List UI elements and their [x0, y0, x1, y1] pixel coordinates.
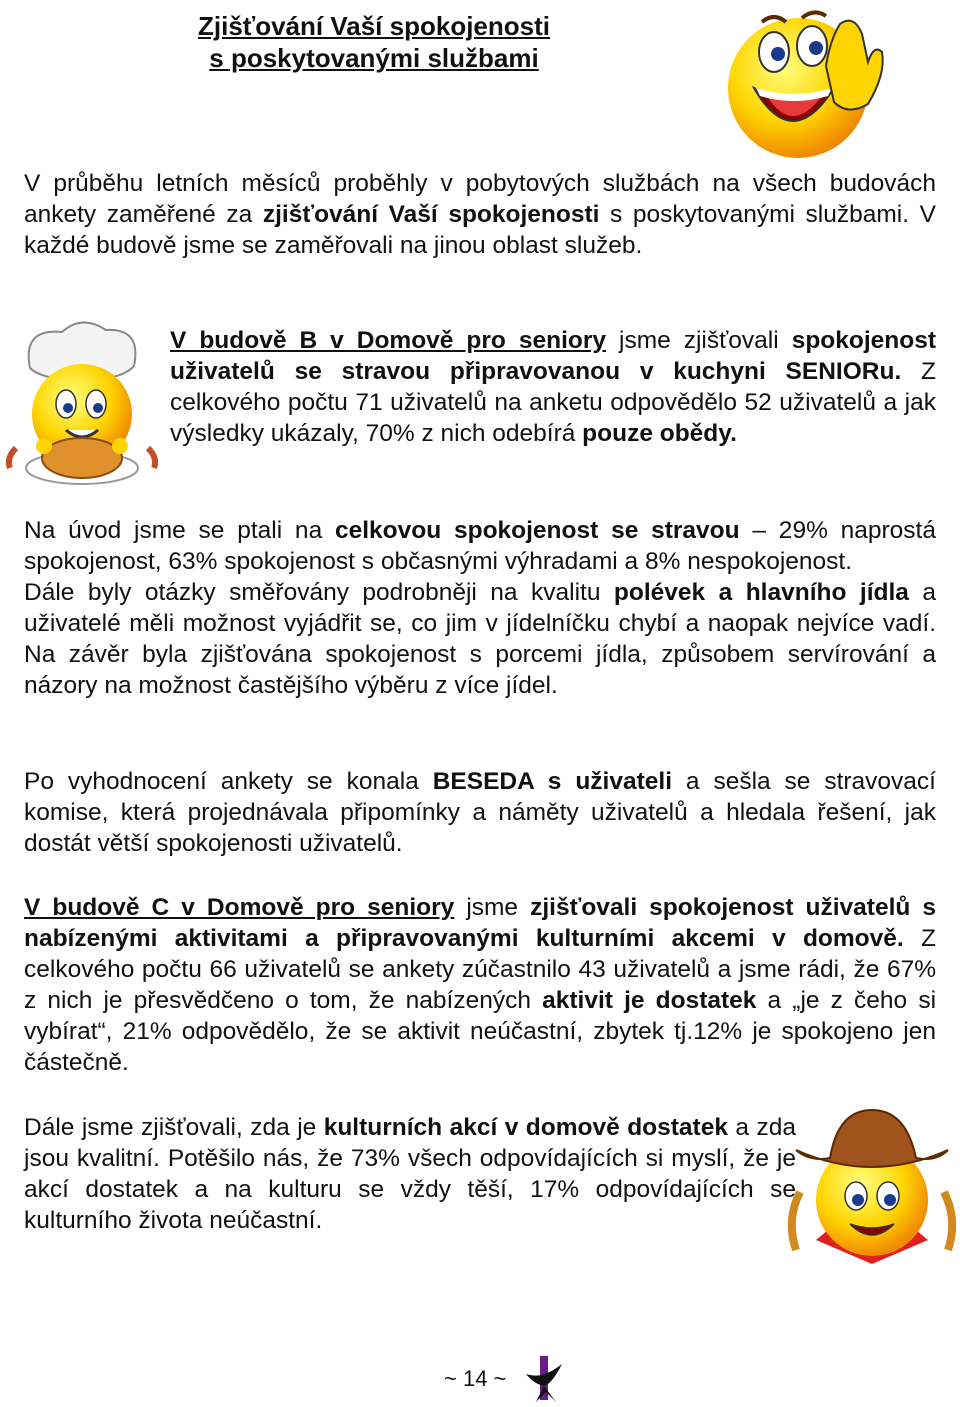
title-line-1: Zjišťování Vaší spokojenosti	[197, 11, 550, 41]
cowgirl-smiley-icon	[786, 1100, 958, 1270]
text-span: Dále byly otázky směřovány podrobněji na kvalitu	[24, 579, 614, 606]
beseda-paragraph	[24, 766, 936, 859]
bold-span: celkovou spokojenost se stravou	[334, 517, 740, 544]
text-span: a uživatelé měli možnost vyjádřit se, co jim v jídelníčku chybí a naopak nejvíce vadí. Na závěr byla zjišťována spokojenost s porcemi jídla, způsobem servírování a názory na možnost častějšího výběru z více jídel.	[24, 579, 936, 699]
building-b-heading: V budově B v Domově pro seniory	[170, 327, 607, 354]
text-span: jsme	[454, 894, 531, 921]
bold-span: BESEDA s uživateli	[432, 768, 673, 795]
page-title	[184, 10, 564, 74]
laughing-smiley-icon	[722, 4, 892, 164]
bold-span: zjišťování Vaší spokojenosti	[262, 201, 600, 228]
chef-smiley-with-turkey-icon	[2, 318, 162, 488]
bold-span: kulturních akcí v domově dostatek	[323, 1114, 728, 1141]
intro-paragraph	[24, 168, 936, 261]
page-number: ~ 14 ~	[444, 1366, 507, 1391]
text-span: – 29% naprostá spokojenost, 63% spokojenost s občasnými výhradami a 8% nespokojenost.	[24, 517, 936, 575]
text-span: Z celkového počtu 66 uživatelů se ankety zúčastnilo 43 uživatelů a jsme rádi, že 67% z nich je přesvědčeno o tom, že nabízených	[24, 925, 936, 1014]
text-span: a sešla se stravovací komise, která projednávala připomínky a náměty uživatelů a hledala řešení, jak dostát větší spokojenosti uživatelů.	[24, 768, 936, 857]
text-span: a zda jsou kvalitní. Potěšilo nás, že 73% všech odpovídajících si myslí, že je akcí dostatek a na kulturu se vždy těší, 17% odpovídajících se kulturního života neúčastní.	[24, 1114, 796, 1234]
bold-span: zjišťovali spokojenost uživatelů s nabízenými aktivitami a připravovanými kulturními akcemi v domově.	[24, 894, 937, 952]
text-span: jsme zjišťovali	[606, 327, 792, 354]
building-c-heading: V budově C v Domově pro seniory	[24, 894, 455, 921]
satisfaction-paragraph	[24, 515, 936, 701]
text-span: s poskytovanými službami. V každé budově jsme se zaměřovali na jinou oblast služeb.	[24, 201, 936, 259]
text-span: Z celkového počtu 71 uživatelů na anketu odpovědělo 52 uživatelů a jak výsledky ukázaly, 70% z nich odebírá	[170, 358, 936, 447]
text-span: V průběhu letních měsíců proběhly v pobytových službách na všech budovách ankety zaměřené za	[24, 170, 936, 228]
title-line-2: s poskytovanými službami	[209, 43, 539, 73]
text-span: Dále jsme zjišťovali, zda je	[24, 1114, 324, 1141]
culture-paragraph	[24, 1112, 796, 1236]
bold-span: pouze obědy.	[582, 420, 737, 447]
swallow-logo-icon	[522, 1354, 566, 1404]
bold-span: aktivit je dostatek	[542, 987, 757, 1014]
text-span: a „je z čeho si vybírat“, 21% odpovědělo, že se aktivit neúčastní, zbytek tj.12% je spokojeno jen částečně.	[24, 987, 937, 1076]
building-c-paragraph	[24, 892, 936, 1078]
text-span: Po vyhodnocení ankety se konala	[24, 768, 433, 795]
bold-span: spokojenost uživatelů se stravou připravovanou v kuchyni SENIORu.	[170, 327, 936, 385]
building-b-paragraph	[170, 325, 936, 449]
text-span: Na úvod jsme se ptali na	[24, 517, 335, 544]
bold-span: polévek a hlavního jídla	[613, 579, 909, 606]
